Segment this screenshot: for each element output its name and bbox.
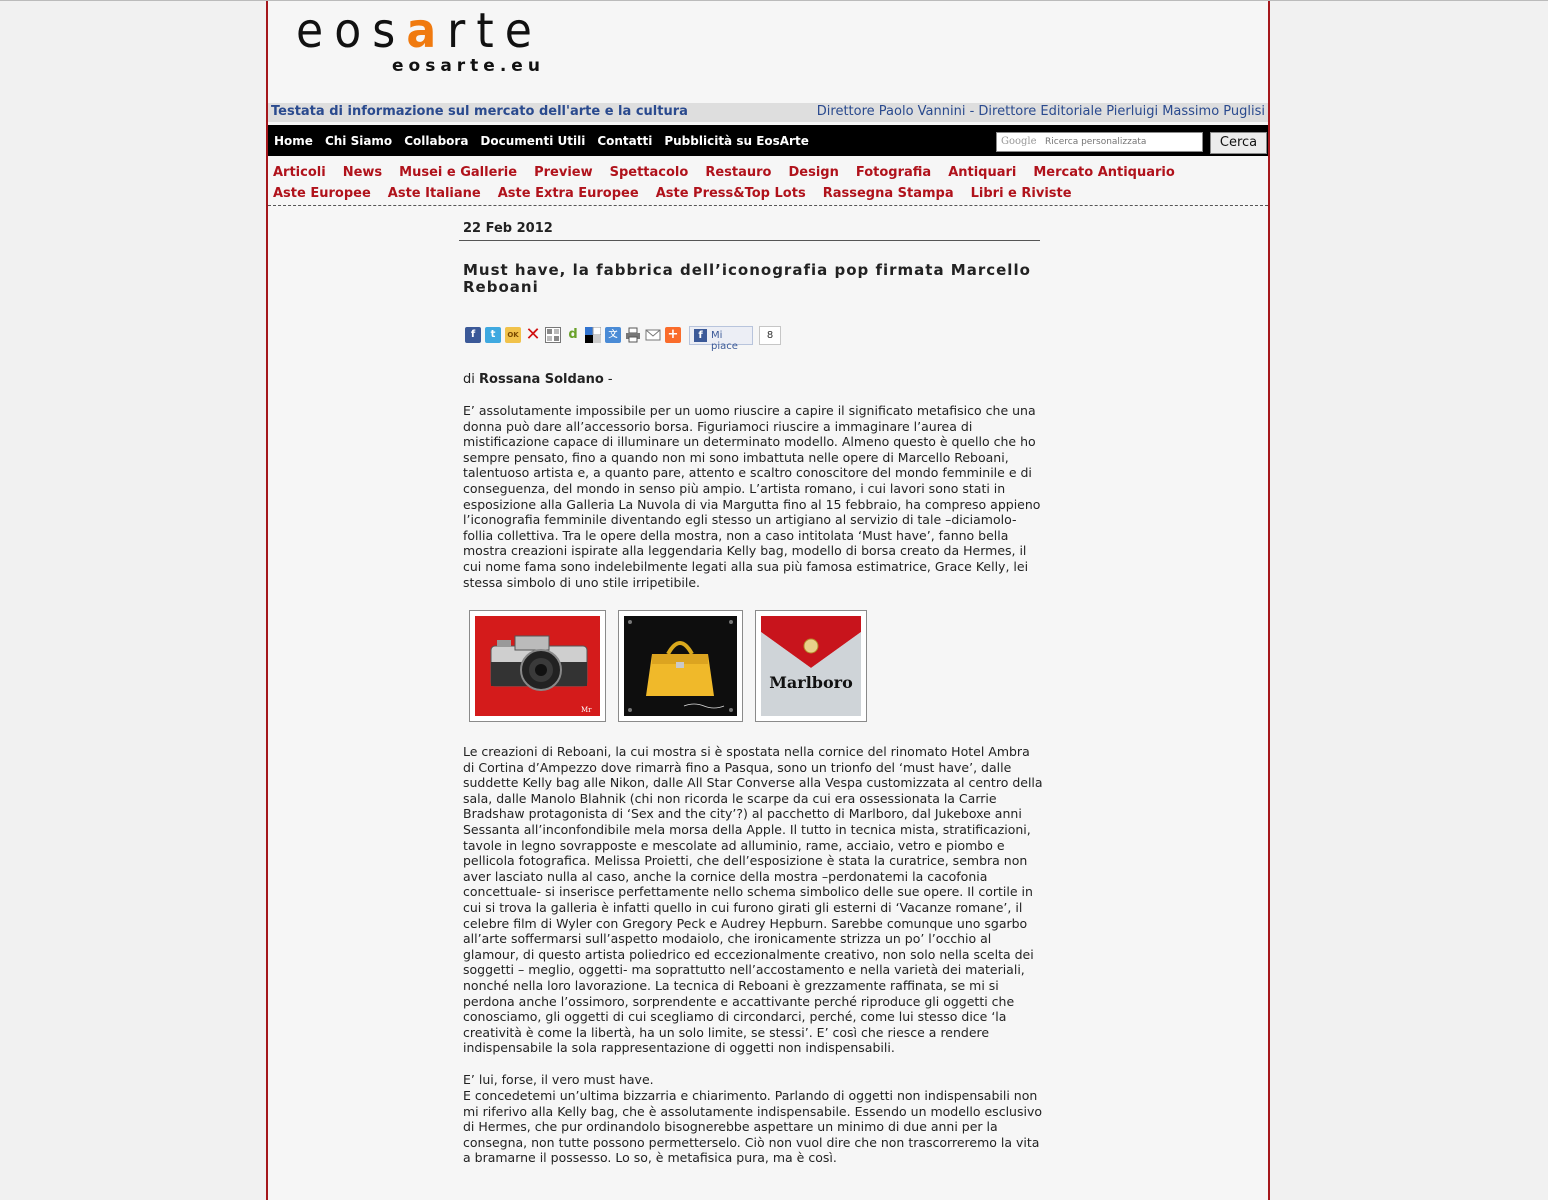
artwork-kelly-bag-thumbnail[interactable] <box>618 610 743 722</box>
oknotizie-icon[interactable]: OK <box>505 327 521 343</box>
category-spettacolo[interactable]: Spettacolo <box>609 165 689 180</box>
article-paragraph: E’ lui, forse, il vero must have. <box>463 1072 654 1087</box>
category-aste-extra-europee[interactable]: Aste Extra Europee <box>497 186 639 201</box>
artwork-marlboro-thumbnail[interactable] <box>755 610 867 722</box>
category-fotografia[interactable]: Fotografia <box>855 165 932 180</box>
nav-pubblicita[interactable]: Pubblicità su EosArte <box>664 134 809 148</box>
article-title: Must have, la fabbrica dell’iconografia pop firmata Marcello Reboani <box>463 261 1031 296</box>
directors-text: Direttore Paolo Vannini - Direttore Editoriale Pierluigi Massimo Puglisi <box>816 104 1265 119</box>
category-musei-gallerie[interactable]: Musei e Gallerie <box>399 165 518 180</box>
artwork-camera-thumbnail[interactable] <box>469 610 606 722</box>
marlboro-text: Marlboro <box>769 673 853 692</box>
category-news[interactable]: News <box>342 165 383 180</box>
tagline-text: Testata di informazione sul mercato dell'arte e la cultura <box>271 104 688 119</box>
byline-prefix: di <box>463 372 475 387</box>
diggita-icon[interactable]: d <box>568 327 578 342</box>
article-paragraph: Le creazioni di Reboani, la cui mostra si è spostata nella cornice del rinomato Hotel Ambra di Cortina d’Ampezzo dove rimarrà fino a Pasqua, sono un trionfo del ‘must have’, dalle suddette Kelly bag alle Nikon, dalle All Star Converse alla Vespa customizzata al centro della sala, dalle Manolo Blahnik (chi non ricorda le scarpe da cui era ossessionata la Carrie Bradshaw protagonista di ‘Sex and the city’?) al pacchetto di Marlboro, dal Jukeboxe anni Sessanta all’inconfondibile mela morsa della Apple. Il tutto in tecnica mista, stratificazioni, tavole in legno sovrapposte e mescolate ad alluminio, rame, acciaio, vetro e piombo e pellicola fotografica. Melissa Proietti, che dell’esposizione è stata la curatrice, sembra non aver lasciato nulla al caso, anche la cornice della mostra –perdonatemi la cacofonia concettuale- si inserisce perfettamente nello schema simbolico delle sue opere. Il cortile in cui si trova la galleria è infatti quello in cui furono girati gli esterni di ‘Vacanze romane’, il celebre film di Wyler con Gregory Peck e Audrey Hepburn. Sarebbe comunque uno sgarbo all’arte soffermarsi sull’aspetto modaiolo, che ironicamente strizza un po’ l’occhio al glamour, di questo artista poliedrico ed eccezionalmente creativo, non solo nella scelta dei soggetti – meglio, oggetti- ma soprattutto nell’accostamento e nella varietà dei materiali, nonché nella loro lavorazione. La tecnica di Reboani è grezzamente raffinata, se mi si perdona anche l’ossimoro, sorprendente e accattivante perché riproduce gli oggetti che conosciamo, gli oggetti di cui scegliamo di circondarci, perché, come lui stesso dice ‘la creatività è come la libertà, ha un solo limite, se stessi’. E’ così che riesce a rendere indispensabile la sola rappresentazione di oggetti non indispensabili. <box>463 744 1043 1056</box>
delicious-icon[interactable] <box>585 327 601 343</box>
segnalo-icon[interactable] <box>545 327 561 343</box>
google-brand-label: Google <box>1001 136 1037 147</box>
category-articoli[interactable]: Articoli <box>273 165 326 180</box>
category-aste-europee[interactable]: Aste Europee <box>273 186 371 201</box>
addthis-icon[interactable]: + <box>665 327 681 343</box>
logo-url: eosarte.eu <box>392 56 545 76</box>
site-logo[interactable] <box>268 1 668 101</box>
tagline-bar <box>268 103 1268 122</box>
category-design[interactable]: Design <box>788 165 839 180</box>
facebook-like-icon: f <box>694 329 707 342</box>
xing-icon[interactable]: ✕ <box>525 324 541 345</box>
nav-documenti-utili[interactable]: Documenti Utili <box>480 134 586 148</box>
facebook-like-button[interactable] <box>689 326 753 352</box>
article-date: 22 Feb 2012 <box>463 221 553 236</box>
like-label: Mi piace <box>711 330 738 352</box>
article-paragraph: E concedetemi un’ultima bizzarria e chiarimento. Parlando di oggetti non indispensabili non mi riferivo alla Kelly bag, che è assolutamente indispensabile. Essendo un modello esclusivo di Hermes, che pur ordinandolo bisognerebbe aspettare un minimo di due anni per la consegna, non tutte possono permetterselo. Ciò non vuol dire che non trascorreremo la vita a bramarne il possesso. Lo so, è metafisica pura, ma è così. <box>463 1088 1042 1166</box>
share-bar <box>463 324 793 352</box>
category-mercato-antiquario[interactable]: Mercato Antiquario <box>1033 165 1175 180</box>
search-button[interactable]: Cerca <box>1210 132 1267 154</box>
date-divider <box>459 240 1040 242</box>
nav-home[interactable]: Home <box>274 134 313 148</box>
author-name: Rossana Soldano <box>479 372 604 387</box>
category-antiquari[interactable]: Antiquari <box>948 165 1017 180</box>
category-rassegna-stampa[interactable]: Rassegna Stampa <box>822 186 954 201</box>
search-box <box>996 132 1203 152</box>
byline <box>463 372 613 387</box>
category-preview[interactable]: Preview <box>534 165 593 180</box>
category-restauro[interactable]: Restauro <box>705 165 772 180</box>
twitter-icon[interactable]: t <box>485 327 501 343</box>
article-paragraph: E’ assolutamente impossibile per un uomo riuscire a capire il significato metafisico che una donna può dare all’accessorio borsa. Figuriamoci riuscire a immaginare l’aurea di mistificazione capace di illuminare un determinato modello. Almeno questo è quello che ho sempre pensato, fino a quando non mi sono imbattuta nelle opere di Marcello Reboani, talentuoso artista e, a quanto pare, attento e scaltro conoscitore del mondo femminile e di conseguenza, del mondo in senso più ampio. L’artista romano, i cui lavori sono stati in esposizione alla Galleria La Nuvola di via Margutta fino al 15 febbraio, ha compreso appieno l’iconografia femminile diventando egli stesso un artigiano al servizio di tale –diciamolo- follia collettiva. Tra le opere della mostra, non a caso intitolata ‘Must have’, fanno bella mostra creazioni ispirate alla leggendaria Kelly bag, modello di borsa creato da Hermes, il cui nome fama sono indelebilmente legati alla sua più famosa estimatrice, Grace Kelly, lei stessa simbolo di uno stile irripetibile. <box>463 403 1041 590</box>
main-nav <box>268 125 1268 156</box>
translate-icon[interactable]: 文 <box>605 327 621 343</box>
category-aste-italiane[interactable]: Aste Italiane <box>387 186 481 201</box>
byline-suffix: - <box>607 372 613 387</box>
category-libri-riviste[interactable]: Libri e Riviste <box>970 186 1072 201</box>
nav-chi-siamo[interactable]: Chi Siamo <box>324 134 393 148</box>
facebook-icon[interactable]: f <box>465 327 481 343</box>
logo-accent-letter: a <box>406 3 448 59</box>
category-nav <box>268 157 1268 206</box>
category-aste-press-top-lots[interactable]: Aste Press&Top Lots <box>655 186 806 201</box>
email-icon[interactable] <box>645 327 661 343</box>
like-count: 8 <box>759 326 781 345</box>
print-icon[interactable] <box>625 327 641 343</box>
search-input[interactable] <box>1045 134 1195 149</box>
svg-text:Mr: Mr <box>581 706 592 714</box>
nav-collabora[interactable]: Collabora <box>404 134 469 148</box>
logo-wordmark: eosarte <box>296 3 543 59</box>
page-container <box>266 1 1270 1200</box>
nav-contatti[interactable]: Contatti <box>597 134 653 148</box>
